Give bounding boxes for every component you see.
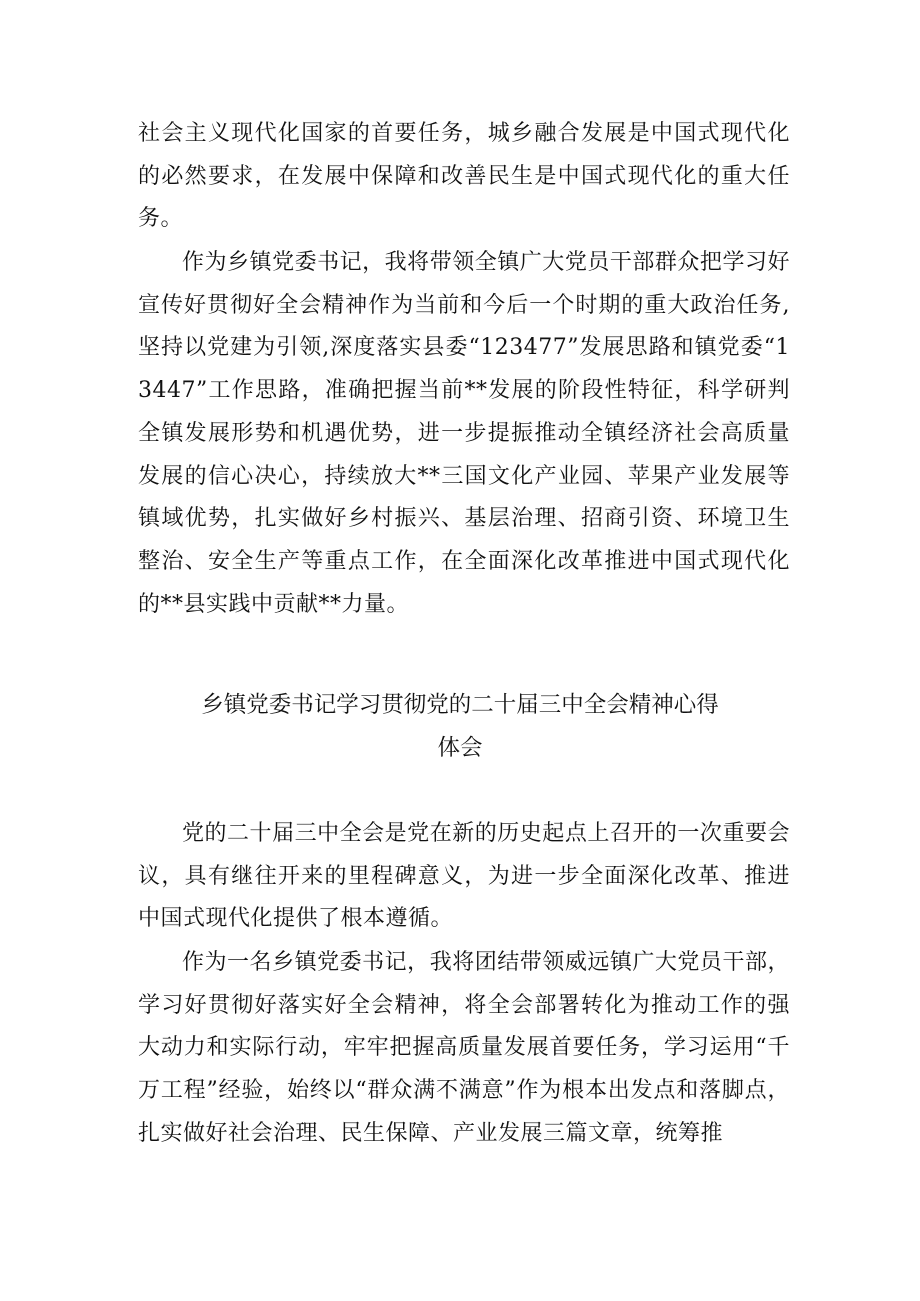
section-heading [160, 684, 760, 770]
paragraph-weiyuan-commitment: 作为一名乡镇党委书记，我将团结带领威远镇广大党员干部，学习好贯彻好落实好全会精神，将全会部署转化为推动工作的强大动力和实际行动，牢牢把握高质量发展首要任务，学习运用“千万工程”经验，始终以“群众满不满意”作为根本出发点和落脚点，扎实做好社会治理、民生保障、产业发展三篇文章，统筹推 [138, 950, 790, 1146]
section-heading-line2: 体会 [437, 735, 483, 761]
section-heading-line1: 乡镇党委书记学习贯彻党的二十届三中全会精神心得 [201, 692, 719, 718]
paragraph-plenum-significance: 党的二十届三中全会是党在新的历史起点上召开的一次重要会议，具有继往开来的里程碑意义，为进一步全面深化改革、推进中国式现代化提供了根本遵循。 [138, 821, 790, 932]
paragraph-continuation: 社会主义现代化国家的首要任务，城乡融合发展是中国式现代化的必然要求，在发展中保障和改善民生是中国式现代化的重大任务。 [138, 121, 790, 232]
paragraph-party-secretary-commitment: 作为乡镇党委书记，我将带领全镇广大党员干部群众把学习好宣传好贯彻好全会精神作为当前和今后一个时期的重大政治任务,坚持以党建为引领,深度落实县委“123477”发展思路和镇党委“13447”工作思路，准确把握当前**发展的阶段性特征，科学研判全镇发展形势和机遇优势，进一步提振推动全镇经济社会高质量发展的信心决心，持续放大**三国文化产业园、苹果产业发展等镇域优势，扎实做好乡村振兴、基层治理、招商引资、环境卫生整治、安全生产等重点工作，在全面深化改革推进中国式现代化的**县实践中贡献**力量。 [138, 250, 790, 617]
